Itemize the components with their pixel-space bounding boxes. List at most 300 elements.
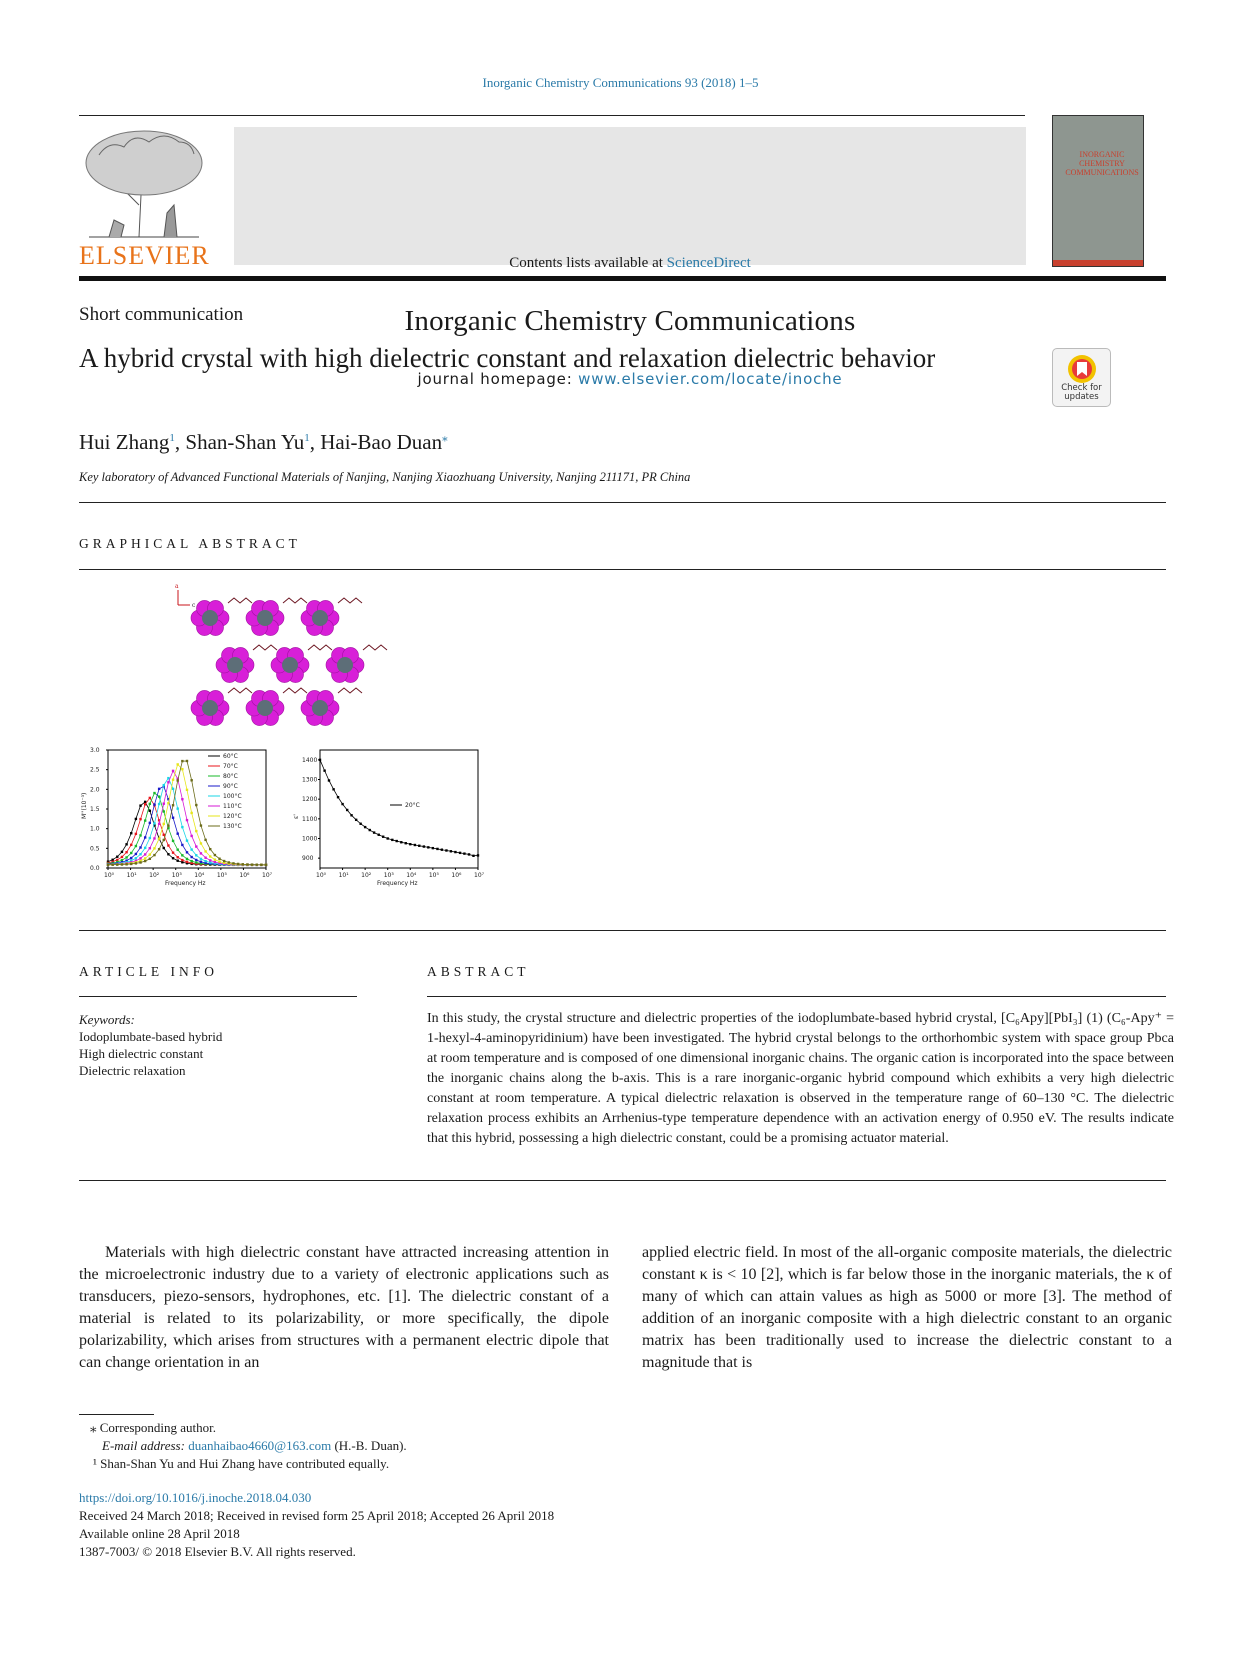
data-point [172, 851, 174, 853]
y-tick-label: 1100 [302, 815, 318, 823]
legend-label: 120°C [223, 813, 242, 820]
x-tick-label: 10² [361, 872, 372, 879]
x-tick-label: 10⁶ [451, 872, 462, 879]
data-point [116, 856, 118, 858]
footnote-rule [79, 1414, 154, 1415]
data-point [436, 848, 438, 850]
legend-label: 20°C [405, 802, 420, 809]
data-point [158, 788, 160, 790]
data-point [468, 853, 470, 855]
data-point [186, 839, 188, 841]
contents-line [234, 255, 1026, 272]
data-point [181, 768, 183, 770]
data-point [190, 860, 192, 862]
series-line [108, 771, 266, 865]
data-point [246, 863, 248, 865]
legend-label: 110°C [223, 803, 242, 810]
data-point [163, 784, 165, 786]
data-point [260, 864, 262, 866]
data-point [139, 818, 141, 820]
data-point [323, 769, 325, 771]
data-point [200, 842, 202, 844]
data-point [432, 847, 434, 849]
copyright: 1387-7003/ © 2018 Elsevier B.V. All rights reserved. [79, 1544, 356, 1559]
data-point [135, 833, 137, 835]
affiliation: Key laboratory of Advanced Functional Materials of Nanjing, Nanjing Xiaozhuang University, Nanjing 211171, PR China [79, 470, 691, 484]
data-point [149, 837, 151, 839]
data-point [163, 823, 165, 825]
data-point [172, 779, 174, 781]
data-point [414, 844, 416, 846]
y-tick-label: 1200 [302, 796, 318, 804]
check-for-updates-label: Check for updates [1061, 383, 1102, 402]
data-point [373, 831, 375, 833]
data-point [195, 845, 197, 847]
data-point [450, 850, 452, 852]
section-type: Short communication [79, 304, 244, 325]
legend-label: 80°C [223, 773, 238, 780]
article-title: A hybrid crystal with high dielectric constant and relaxation dielectric behavior [79, 343, 936, 373]
data-point [172, 840, 174, 842]
available-online: Available online 28 April 2018 [79, 1526, 240, 1541]
doi-link[interactable]: https://doi.org/10.1016/j.inoche.2018.04.030 [79, 1490, 312, 1505]
organic-chain [228, 688, 252, 693]
data-point [149, 797, 151, 799]
data-point [195, 861, 197, 863]
data-point [111, 864, 113, 866]
data-point [149, 847, 151, 849]
x-tick-label: 10¹ [126, 872, 137, 879]
email-suffix: (H.-B. Duan). [331, 1438, 407, 1453]
data-point [441, 849, 443, 851]
keyword: Iodoplumbate-based hybrid [79, 1029, 223, 1044]
data-point [181, 861, 183, 863]
author-mark[interactable]: 1 [169, 432, 175, 444]
data-point [186, 789, 188, 791]
publisher-wordmark: ELSEVIER [79, 241, 210, 270]
elsevier-tree-icon [79, 125, 209, 240]
data-point [319, 759, 321, 761]
data-point [364, 826, 366, 828]
legend-label: 100°C [223, 793, 242, 800]
x-tick-label: 10² [149, 872, 160, 879]
x-tick-label: 10⁷ [474, 872, 485, 879]
lead-atom [312, 700, 328, 716]
data-point [256, 864, 258, 866]
data-point [223, 860, 225, 862]
data-point [204, 839, 206, 841]
data-point [149, 822, 151, 824]
data-point [190, 812, 192, 814]
lead-atom [337, 657, 353, 673]
data-point [209, 861, 211, 863]
email-link[interactable]: duanhaibao4660@163.com [188, 1438, 332, 1453]
organic-chain [363, 645, 387, 650]
y-tick-label: 2.0 [90, 786, 100, 794]
author-mark[interactable]: 1 [304, 432, 310, 444]
rule-below-graphical-heading [79, 569, 1166, 570]
data-point [195, 854, 197, 856]
data-point [144, 803, 146, 805]
lead-atom [312, 610, 328, 626]
lead-atom [202, 700, 218, 716]
body-text: Materials with high dielectric constant have attracted increasing attention in the microelectronic industry due to a variety of electronic applications such as transducers, piezo-sensors, hydrophones, etc. [1]. The dielectric constant of a material is related to its polarizability, or more specifically, the dipole polarizability, which arises from structures with a permanent electric dipole that can change orientation in an [79, 1244, 609, 1371]
data-point [158, 848, 160, 850]
permittivity-chart [290, 742, 490, 892]
y-tick-label: 0.5 [90, 845, 100, 853]
data-point [116, 859, 118, 861]
data-point [130, 844, 132, 846]
graphical-abstract-heading: GRAPHICAL ABSTRACT [79, 536, 301, 551]
author-name[interactable]: Hai-Bao Duan [320, 430, 443, 454]
data-point [387, 837, 389, 839]
x-tick-label: 10⁵ [428, 872, 439, 879]
organic-chain [253, 645, 277, 650]
organic-chain [308, 645, 332, 650]
data-point [232, 862, 234, 864]
series-line [108, 764, 266, 864]
y-tick-label: 1.5 [90, 806, 100, 813]
homepage-link[interactable]: www.elsevier.com/locate/inoche [578, 370, 843, 388]
data-point [135, 853, 137, 855]
organic-chain [283, 598, 307, 603]
data-point [181, 854, 183, 856]
cover-bottom-stripe [1053, 260, 1143, 266]
data-point [158, 803, 160, 805]
lead-atom [227, 657, 243, 673]
y-tick-label: 1000 [302, 835, 318, 843]
y-tick-label: 3.0 [90, 747, 100, 754]
data-point [209, 848, 211, 850]
rule-above-graphical [79, 502, 1166, 503]
data-point [144, 836, 146, 838]
legend-label: 70°C [223, 763, 238, 770]
data-point [149, 858, 151, 860]
data-point [209, 855, 211, 857]
data-point [186, 851, 188, 853]
data-point [418, 845, 420, 847]
data-point [181, 798, 183, 800]
data-point [200, 852, 202, 854]
data-point [163, 810, 165, 812]
data-point [181, 844, 183, 846]
equal-contribution-note: ¹ Shan-Shan Yu and Hui Zhang have contributed equally. [93, 1456, 390, 1471]
abstract-text: In this study, the crystal structure and dielectric properties of the iodoplumbate-based hybrid crystal, [C₆Apy][PbI₃] (1) (C₆-Apy⁺ = 1-hexyl-4-aminopyridinium) have been investigated. The hybrid crystal belongs to the orthorhombic system with space group Pbca at room temperature and is composed of one dimensional inorganic chains. The organic cation is incorporated into the space between the inorganic chains along the b-axis. This is a rare inorganic-organic hybrid compound which exhibits a very high dielectric constant at room temperature. A typical dielectric relaxation is observed in the temperature range of 60–130 °C. The dielectric relaxation process exhibits an Arrhenius-type temperature dependence with an activation energy of 0.950 eV. The results indicate that this hybrid, possessing a high dielectric constant, could be a promising actuator material. [427, 1011, 1174, 1146]
x-tick-label: 10³ [383, 872, 394, 879]
data-point [130, 857, 132, 859]
data-point [350, 814, 352, 816]
data-point [172, 817, 174, 819]
data-point [195, 804, 197, 806]
data-point [214, 854, 216, 856]
x-tick-label: 10⁴ [194, 872, 205, 879]
data-point [135, 857, 137, 859]
data-point [359, 823, 361, 825]
data-point [177, 807, 179, 809]
homepage-prefix: journal homepage: [417, 370, 579, 388]
data-point [214, 861, 216, 863]
organic-chain [338, 688, 362, 693]
y-tick-label: 1300 [302, 776, 318, 784]
x-tick-label: 10³ [171, 872, 182, 879]
organic-chain [283, 688, 307, 693]
keywords-label: Keywords: [79, 1012, 135, 1027]
sciencedirect-link[interactable]: ScienceDirect [666, 255, 751, 271]
data-point [186, 858, 188, 860]
y-tick-label: 0.0 [90, 865, 100, 872]
lead-atom [257, 610, 273, 626]
data-point [214, 858, 216, 860]
author-mark[interactable]: ⁎ [442, 432, 448, 444]
data-point [195, 859, 197, 861]
journal-cover[interactable] [1052, 115, 1144, 267]
author-name[interactable]: Hui Zhang [79, 430, 170, 454]
data-point [172, 804, 174, 806]
author-list: Hui Zhang$^1$, Shan-Shan Yu$^1$, Hai-Bao Duan⁎ [79, 430, 448, 454]
plot-frame [320, 750, 478, 868]
email-line [102, 1438, 407, 1454]
data-point [149, 803, 151, 805]
journal-title: Inorganic Chemistry Communications [404, 305, 856, 337]
x-tick-label: 10⁶ [239, 872, 250, 879]
data-point [144, 860, 146, 862]
body-text: applied electric field. In most of the all-organic composite materials, the dielectric constant κ is < 10 [2], which is far below those in the inorganic materials, the κ of many of which can attain values as high as 5000 or more [3]. The method of addition of an inorganic composite with a high dielectric constant to an organic matrix has been traditionally used to increase the dielectric constant to a magnitude that is [642, 1244, 1172, 1371]
data-point [163, 847, 165, 849]
data-point [195, 830, 197, 832]
data-point [332, 788, 334, 790]
author-name[interactable]: Shan-Shan Yu [185, 430, 305, 454]
data-point [454, 851, 456, 853]
crystal-packing-image [170, 580, 400, 730]
data-point [181, 826, 183, 828]
y-axis-label: M''(10⁻³) [81, 792, 88, 819]
data-point [181, 760, 183, 762]
x-axis-label: Frequency Hz [377, 880, 418, 887]
data-point [177, 763, 179, 765]
y-tick-label: 900 [302, 855, 314, 863]
received-dates: Received 24 March 2018; Received in revised form 25 April 2018; Accepted 26 April 2018 [79, 1508, 555, 1523]
data-point [125, 856, 127, 858]
data-point [228, 861, 230, 863]
data-point [144, 819, 146, 821]
data-point [116, 863, 118, 865]
data-point [337, 796, 339, 798]
lead-atom [257, 700, 273, 716]
keyword: Dielectric relaxation [79, 1063, 186, 1078]
data-point [153, 792, 155, 794]
y-axis-label: ε' [293, 814, 300, 819]
data-point [328, 779, 330, 781]
x-axis-label: Frequency Hz [165, 880, 206, 887]
series-line [108, 761, 266, 865]
keyword: High dielectric constant [79, 1046, 204, 1061]
header-rule [79, 115, 1025, 116]
organic-chain [228, 598, 252, 603]
legend-label: 90°C [223, 783, 238, 790]
data-point [204, 850, 206, 852]
data-point [172, 857, 174, 859]
body-column-right [642, 1242, 1172, 1374]
data-point [423, 845, 425, 847]
series-line [320, 760, 478, 856]
data-point [209, 859, 211, 861]
data-point [181, 859, 183, 861]
abstract-heading: ABSTRACT [427, 964, 530, 979]
data-point [378, 834, 380, 836]
data-point [167, 777, 169, 779]
data-point [177, 856, 179, 858]
data-point [400, 841, 402, 843]
x-tick-label: 10⁴ [406, 872, 417, 879]
data-point [190, 779, 192, 781]
x-tick-label: 10⁵ [216, 872, 227, 879]
data-point [130, 832, 132, 834]
data-point [200, 861, 202, 863]
data-point [163, 834, 165, 836]
data-point [186, 819, 188, 821]
data-point [163, 802, 165, 804]
data-point [125, 843, 127, 845]
axis-a-label: a [175, 583, 179, 590]
data-point [190, 856, 192, 858]
data-point [167, 802, 169, 804]
data-point [167, 853, 169, 855]
data-point [167, 781, 169, 783]
data-point [405, 842, 407, 844]
data-point [153, 847, 155, 849]
data-point [121, 863, 123, 865]
data-point [186, 760, 188, 762]
data-point [167, 825, 169, 827]
data-point [395, 840, 397, 842]
y-tick-label: 2.5 [90, 766, 100, 774]
data-point [427, 846, 429, 848]
legend-label: 60°C [223, 753, 238, 760]
data-point [153, 803, 155, 805]
lead-atom [202, 610, 218, 626]
data-point [251, 863, 253, 865]
data-point [204, 857, 206, 859]
data-point [139, 857, 141, 859]
rule-below-graphical [79, 930, 1166, 931]
data-point [190, 848, 192, 850]
data-point [135, 862, 137, 864]
data-point [158, 823, 160, 825]
cover-title: INORGANIC CHEMISTRY COMMUNICATIONS [1065, 150, 1139, 177]
data-point [125, 851, 127, 853]
data-point [139, 846, 141, 848]
data-point [149, 810, 151, 812]
x-tick-label: 10⁷ [262, 872, 273, 879]
data-point [158, 837, 160, 839]
body-column-left [79, 1242, 609, 1374]
data-point [463, 852, 465, 854]
email-label: E-mail address: [102, 1438, 189, 1453]
elsevier-logo[interactable] [79, 125, 209, 240]
data-point [163, 839, 165, 841]
data-point [177, 832, 179, 834]
data-point [445, 849, 447, 851]
x-tick-label: 10⁰ [316, 872, 327, 879]
data-point [459, 852, 461, 854]
data-point [139, 853, 141, 855]
data-point [144, 847, 146, 849]
data-point [172, 788, 174, 790]
data-point [158, 795, 160, 797]
data-point [153, 854, 155, 856]
y-tick-label: 1400 [302, 756, 318, 764]
data-point [186, 861, 188, 863]
data-point [177, 848, 179, 850]
data-point [200, 824, 202, 826]
data-point [382, 836, 384, 838]
data-point [409, 843, 411, 845]
modulus-chart-svg [80, 742, 280, 892]
y-tick-label: 1.0 [90, 825, 100, 833]
plot-frame [108, 750, 266, 868]
data-point [153, 837, 155, 839]
data-point [139, 834, 141, 836]
data-point [218, 858, 220, 860]
data-point [355, 819, 357, 821]
rule-below-abstract [79, 1180, 1166, 1181]
data-point [472, 855, 474, 857]
data-point [130, 863, 132, 865]
permittivity-chart-svg [290, 742, 490, 892]
crystal-structure-figure [170, 580, 400, 730]
data-point [200, 858, 202, 860]
data-point [204, 860, 206, 862]
article-info-heading: ARTICLE INFO [79, 964, 219, 979]
x-tick-label: 10¹ [338, 872, 349, 879]
data-point [144, 853, 146, 855]
data-point [172, 770, 174, 772]
data-point [265, 864, 267, 866]
data-point [139, 861, 141, 863]
lead-atom [282, 657, 298, 673]
data-point [177, 860, 179, 862]
journal-citation[interactable]: Inorganic Chemistry Communications 93 (2018) 1–5 [482, 75, 759, 90]
data-point [190, 835, 192, 837]
article-info-rule [79, 996, 357, 997]
data-point [130, 852, 132, 854]
data-point [125, 863, 127, 865]
data-point [121, 856, 123, 858]
data-point [135, 845, 137, 847]
data-point [369, 829, 371, 831]
data-point [391, 839, 393, 841]
data-point [144, 857, 146, 859]
data-point [477, 854, 479, 856]
data-point [242, 863, 244, 865]
legend-label: 130°C [223, 823, 242, 830]
data-point [139, 804, 141, 806]
corresponding-note: ⁎ Corresponding author. [90, 1420, 217, 1435]
contents-prefix: Contents lists available at [509, 255, 667, 271]
data-point [341, 803, 343, 805]
data-point [237, 863, 239, 865]
data-point [218, 860, 220, 862]
data-point [167, 844, 169, 846]
data-point [149, 853, 151, 855]
data-point [153, 822, 155, 824]
x-tick-label: 10⁰ [104, 872, 115, 879]
header-thick-rule [79, 276, 1166, 281]
data-point [107, 864, 109, 866]
data-point [346, 809, 348, 811]
abstract-rule [427, 996, 1166, 997]
modulus-chart [80, 742, 280, 892]
